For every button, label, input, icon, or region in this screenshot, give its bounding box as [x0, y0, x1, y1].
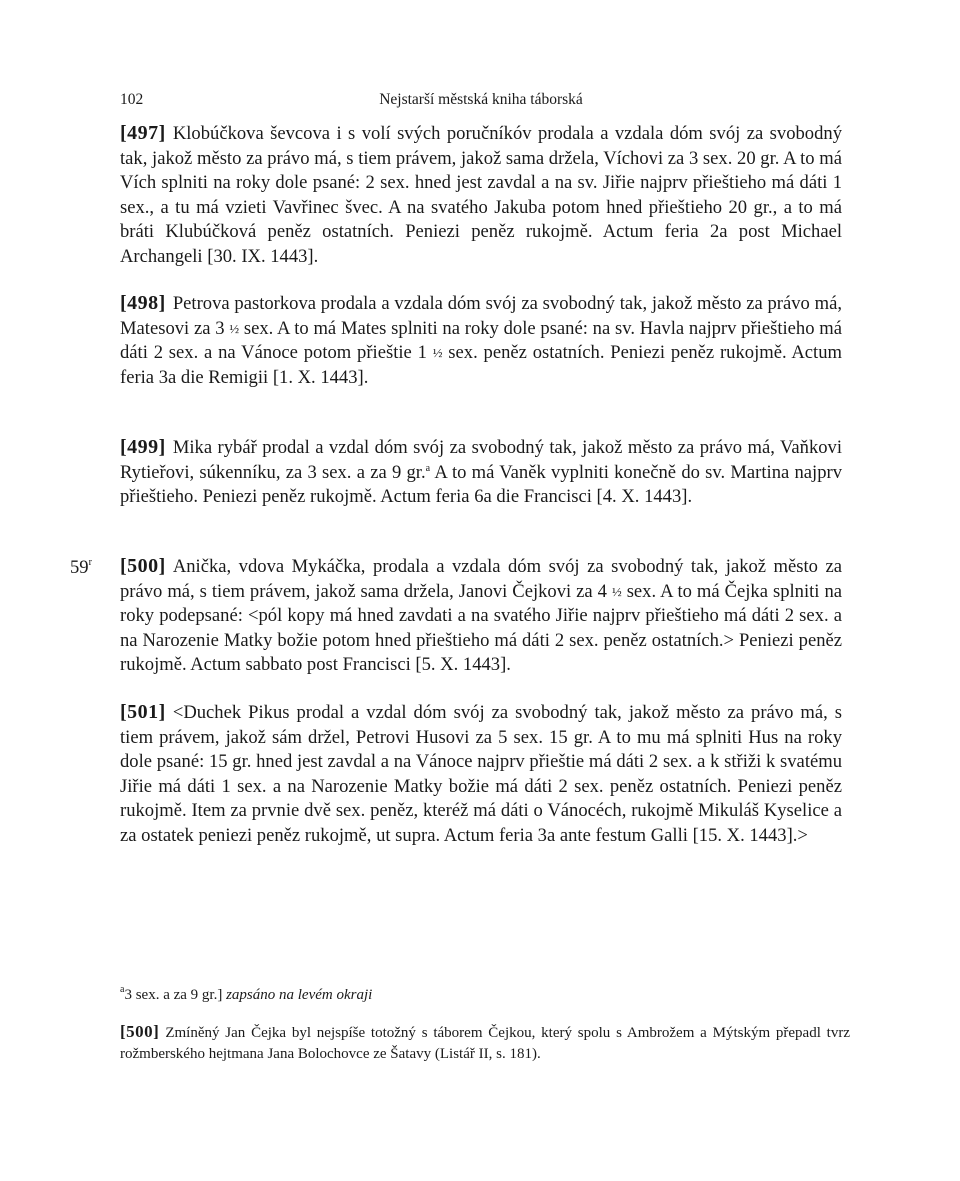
entry-number: [498]: [120, 292, 166, 314]
entry-500: [120, 554, 842, 678]
folio-number: 59: [70, 557, 89, 578]
entry-text: sex. A to má Čejka splniti na roky podepsané: <pól kopy má hned zavdati a na svatého Jiřie najprv přieštieho má dáti 2 sex. a na Narozenie Matky božie potom hned přieštieho má dáti 2 sex. peněz ostatních.> Peniezi peněz rukojmě. Actum sabbato post Francisci [5. X. 1443].: [120, 580, 842, 676]
entry-text: sex. A to má Mates splniti na roky dole psané: na sv. Havla najprv přieštieho má dáti 2 sex. a na Vánoce potom přieštie 1: [120, 317, 842, 364]
entry-number: [501]: [120, 701, 166, 723]
page-header: [120, 91, 842, 115]
entry-text: Klobúčkova ševcova i s volí svých poručníkóv prodala a vzdala dóm svój za svobodný tak, jakož město za právo má, s tiem právem, jakož sama držela, Víchovi za 3 sex. 20 gr. A to má Vích splniti na roky dole psané: 2 sex. hned jest zavdal a na sv. Jiřie najprv přieštieho má dáti 1 sex., a tu má vzieti Vavřinec švec. A na svatého Jakuba potom hned přieštieho 20 gr., a to má bráti Klubúčková peněz ostatních. Peniezi peněz rukojmě. Actum feria 2a post Michael Archangeli [30. IX. 1443].: [120, 123, 842, 267]
footnote-text: 3 sex. a za 9 gr.]: [124, 987, 223, 1003]
fraction: ½: [432, 345, 443, 361]
fraction: ½: [611, 583, 622, 599]
running-title: Nejstarší městská kniha táborská: [379, 91, 583, 108]
entry-text: Mika rybář prodal a vzdal dóm svój za svobodný tak, jakož město za právo má, Vaňkovi Rytieřovi, súkenníku, za 3 sex. a za 9 gr.: [120, 437, 842, 483]
entry-number: [499]: [120, 436, 166, 458]
entry-number: [500]: [120, 555, 166, 577]
folio-side: r: [88, 557, 92, 568]
footnote-italic-text: zapsáno na levém okraji: [226, 987, 373, 1003]
entry-number: [497]: [120, 122, 166, 144]
footnote-marker: a: [120, 984, 125, 995]
entry-498: [120, 291, 842, 390]
footnote: [120, 985, 842, 1005]
fraction: ½: [229, 320, 240, 336]
commentary-text: Zmíněný Jan Čejka byl nejspíše totožný s táborem Čejkou, který spolu s Ambrožem a Mýtským přepadl tvrz rožmberského hejtmana Jana Bolochovce ze Šatavy (Listář II, s. 181).: [120, 1025, 850, 1062]
entry-497: [120, 121, 842, 270]
entry-text: A to má Vaněk vyplniti konečně do sv. Martina najprv přieštieho. Peniezi peněz rukojmě. Actum feria 6a die Francisci [4. X. 1443].: [120, 461, 842, 508]
entry-501: [120, 700, 842, 849]
entry-499: [120, 435, 842, 510]
entry-text: <Duchek Pikus prodal a vzdal dóm svój za svobodný tak, jakož město za právo má, s tiem právem, jakož sám držel, Petrovi Husovi za 5 sex. 15 gr. A to mu má splniti Hus na roky dole psané: 15 gr. hned jest zavdal a na Vánoce najprv přieštie má dáti 2 sex. a k střiži k svatému Jiřie má dáti 1 sex. a na Narozenie Matky božie má dáti 2 sex. peněz ostatních. Peniezi peněz rukojmě. Item za prvnie dvě sex. peněz, kteréž má dáti o Vánocéch, rukojmě Mikuláš Kyselice a za ostatek peniezi peněz rukojmě, ut supra. Actum feria 3a ante festum Galli [15. X. 1443].>: [120, 702, 842, 846]
commentary-number: [500]: [120, 1022, 160, 1041]
entry-text: Petrova pastorkova prodala a vzdala dóm svój za svobodný tak, jakož město za právo má, Matesovi za 3: [120, 293, 842, 339]
page-number: 102: [120, 91, 144, 108]
margin-folio: [70, 557, 92, 579]
entry-text: sex. peněz ostatních. Peniezi peněz rukojmě. Actum feria 3a die Remigii [1. X. 1443].: [120, 342, 842, 388]
footnote-marker: a: [425, 462, 431, 474]
commentary-note: [120, 1021, 850, 1065]
entry-text: Anička, vdova Mykáčka, prodala a vzdala dóm svój za svobodný tak, jakož město za právo má, s tiem právem, jakož sama držela, Janovi Čejkovi za 4: [120, 556, 842, 602]
